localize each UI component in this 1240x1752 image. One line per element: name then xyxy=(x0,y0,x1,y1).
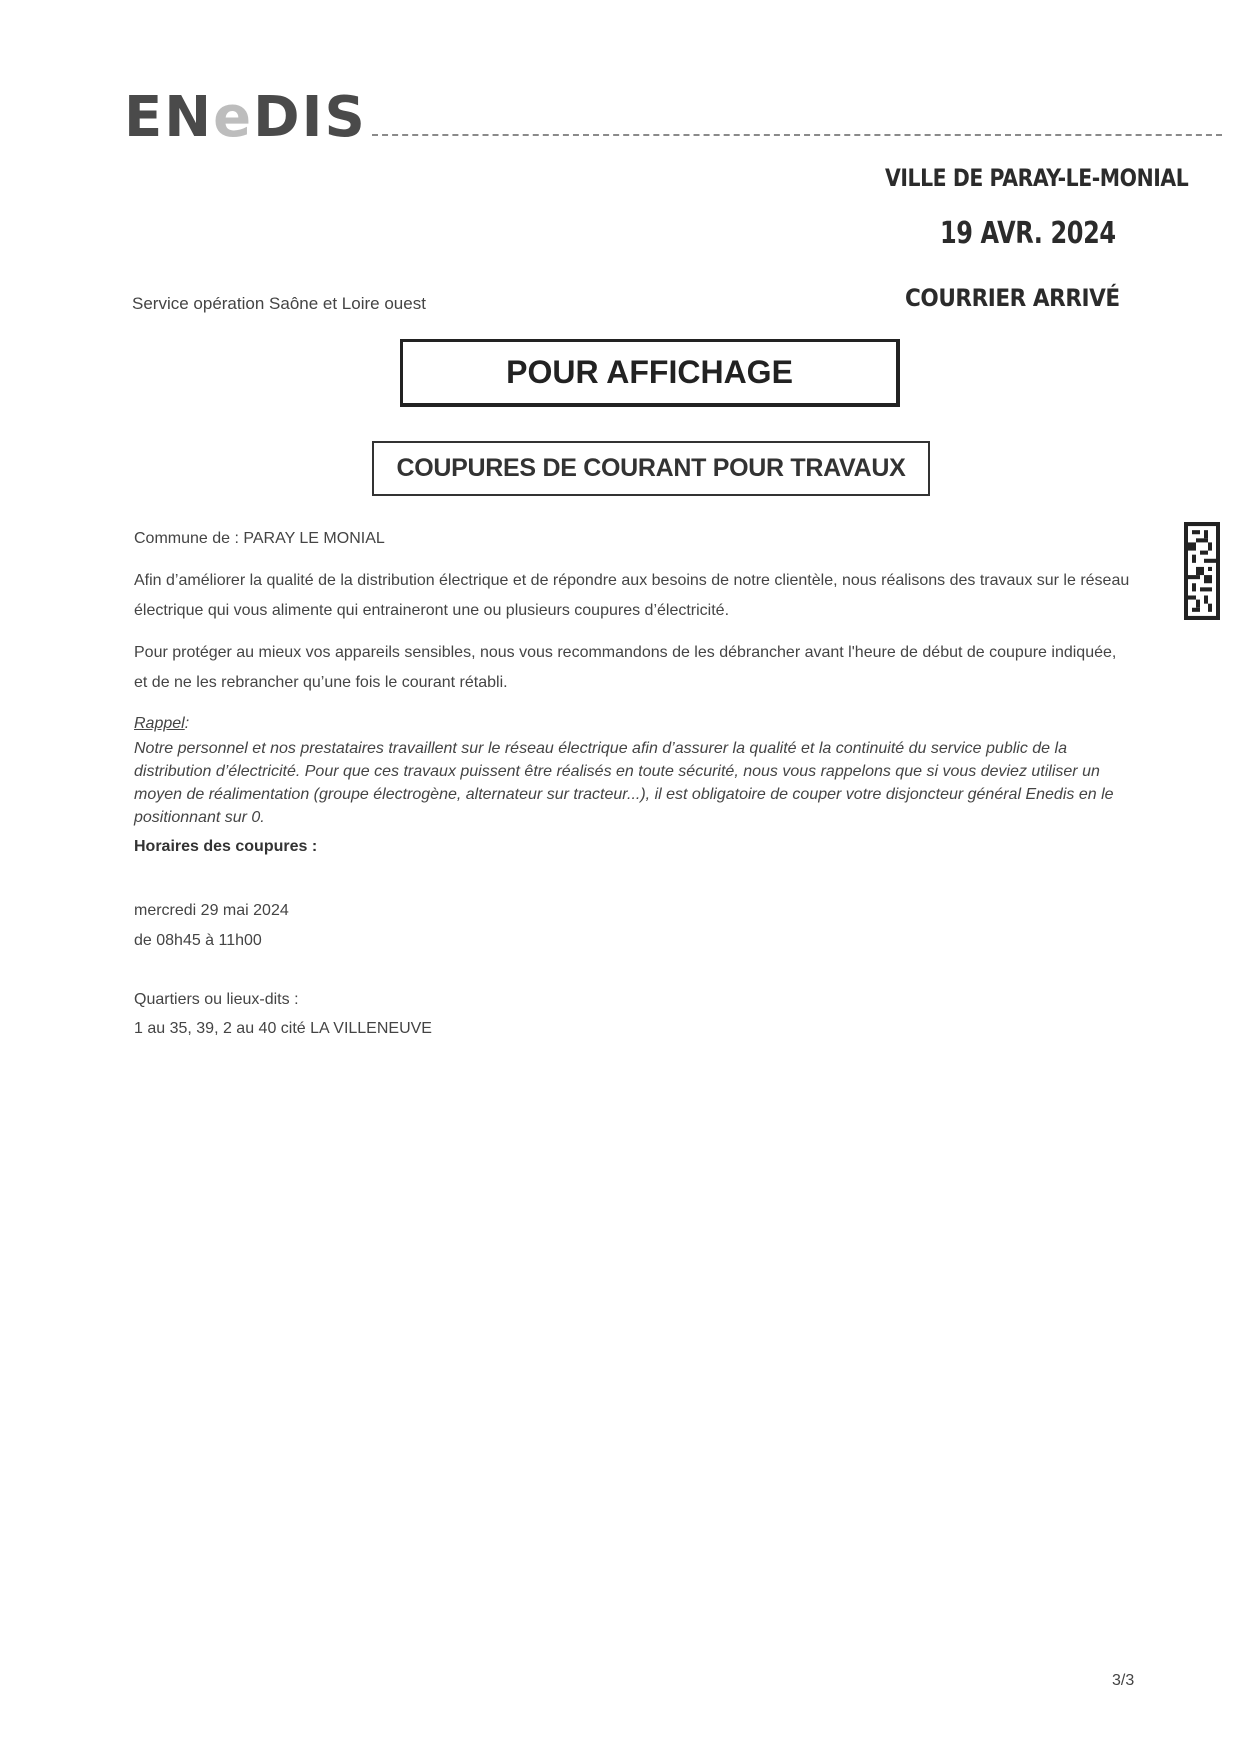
stamp-date: 19 AVR. 2024 xyxy=(940,216,1116,251)
subtitle-box xyxy=(372,441,930,496)
paragraph-advice: Pour protéger au mieux vos appareils sensibles, nous vous recommandons de les débrancher avant l'heure de début de coupure indiquée, et de ne les rebrancher qu’une fois le courant rétabli. xyxy=(134,644,1117,691)
rappel-text: Notre personnel et nos prestataires travaillent sur le réseau électrique afin d’assurer la qualité et la continuité du service public de la distribution d’électricité. Pour que ces travaux puissent être réalisés en toute sécurité, nous vous rappelons que si vous deviez utiliser un moyen de réalimentation (groupe électrogène, alternateur sur tracteur...), il est obligatoire de couper votre disjoncteur général Enedis en le positionnant sur 0. xyxy=(134,740,1114,826)
horaires-title: Horaires des coupures : xyxy=(134,838,318,855)
main-title: POUR AFFICHAGE xyxy=(506,354,793,390)
paragraph-intro: Afin d’améliorer la qualité de la distribution électrique et de répondre aux besoins de notre clientèle, nous réalisons des travaux sur le réseau électrique qui vous alimente qui entraineront une ou plusieurs coupures d’électricité. xyxy=(134,572,1130,619)
header-rule xyxy=(372,134,1222,136)
outage-date: mercredi 29 mai 2024 xyxy=(134,902,289,919)
enedis-logo: ENeDIS xyxy=(124,85,367,150)
rappel-heading xyxy=(134,715,189,733)
qr-code-icon xyxy=(1184,522,1220,620)
rappel-title: Rappel xyxy=(134,715,185,732)
outage-time: de 08h45 à 11h00 xyxy=(134,932,262,949)
stamp-label: COURRIER ARRIVÉ xyxy=(905,284,1120,312)
stamp-city: VILLE DE PARAY-LE-MONIAL xyxy=(885,164,1189,192)
service-name: Service opération Saône et Loire ouest xyxy=(132,294,426,313)
quartiers-label: Quartiers ou lieux-dits : xyxy=(134,991,299,1008)
rappel-colon: : xyxy=(184,715,190,732)
quartiers-value: 1 au 35, 39, 2 au 40 cité LA VILLENEUVE xyxy=(134,1020,432,1037)
page-number: 3/3 xyxy=(1112,1672,1135,1689)
title-box xyxy=(400,339,900,407)
commune: Commune de : PARAY LE MONIAL xyxy=(134,530,385,547)
sub-title: COUPURES DE COURANT POUR TRAVAUX xyxy=(396,454,906,482)
